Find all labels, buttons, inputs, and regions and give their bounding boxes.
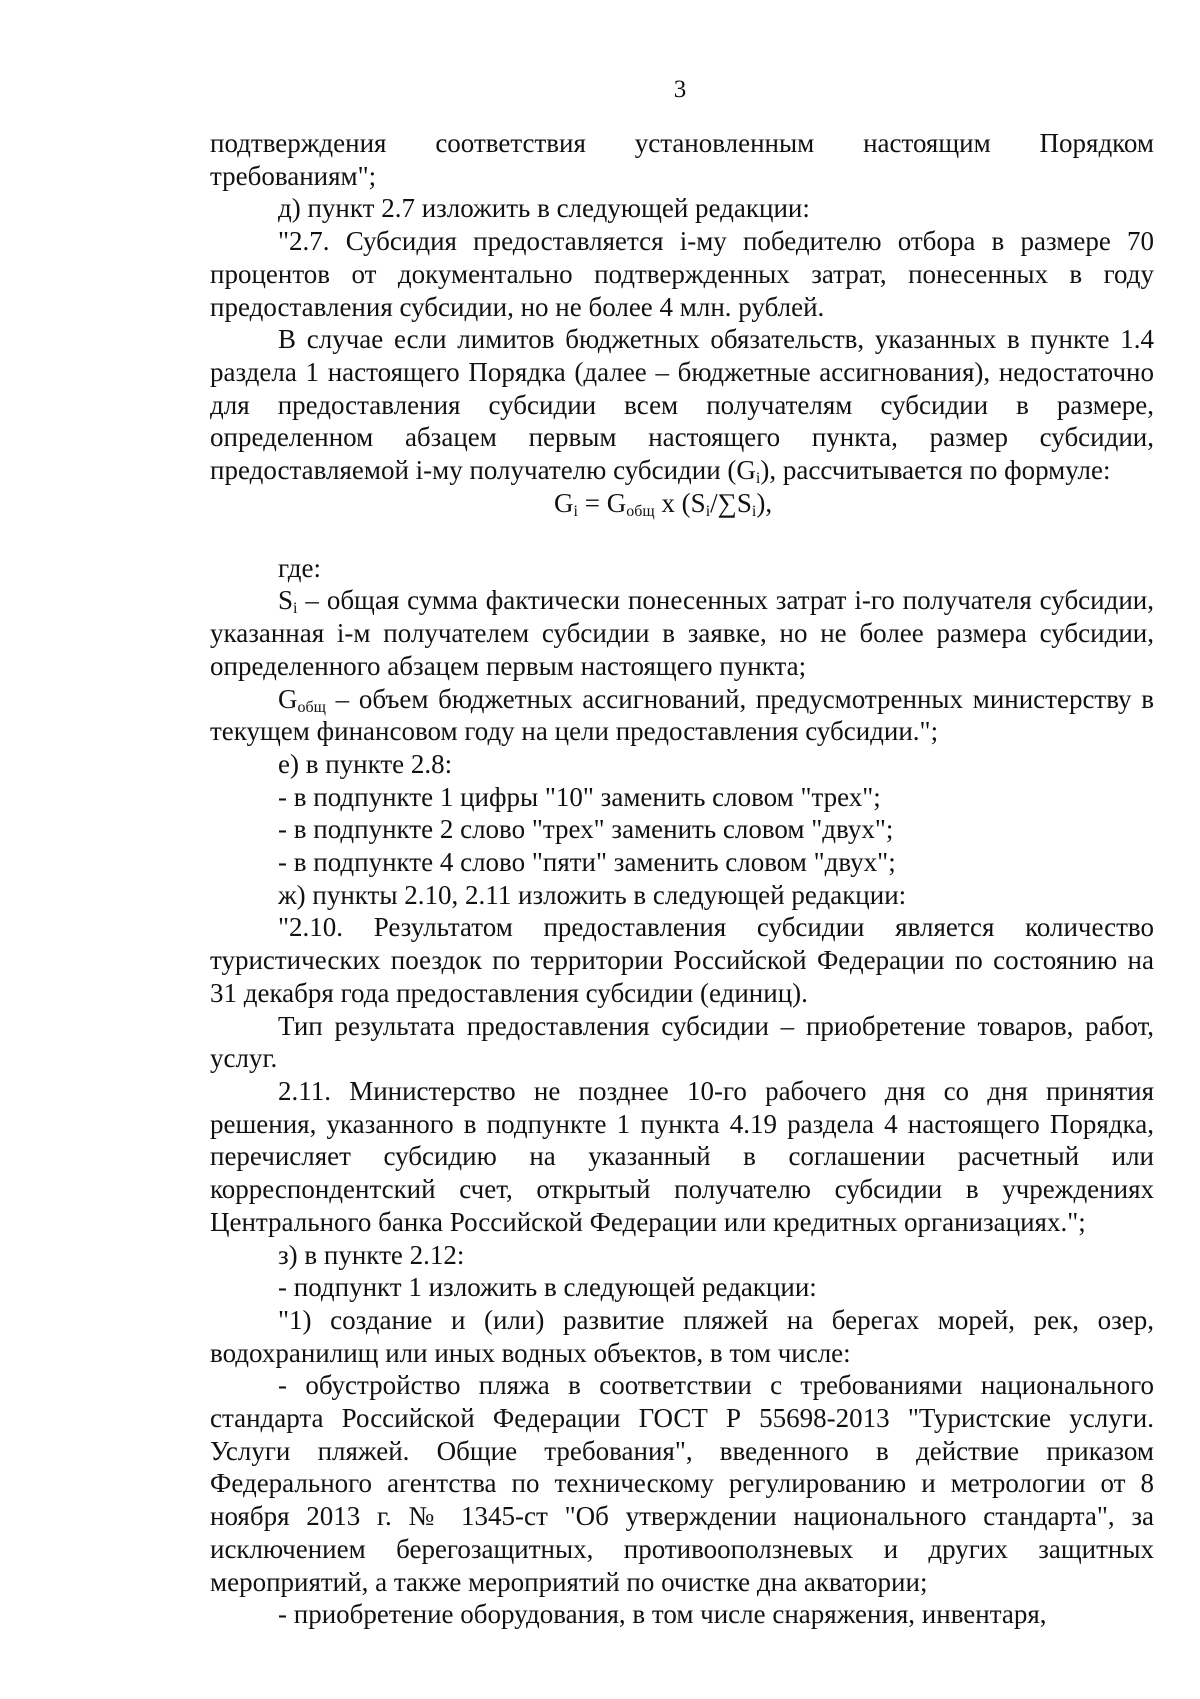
paragraph: $S_i$ – общая сумма фактически понесенных затрат i-го получателя субсидии, указанная i-м получателем субсидии в заявке, но не более размера субсидии, определенного абзацем первым настоящего пункта;: [210, 585, 1155, 681]
paragraph-text: В случае если лимитов бюджетных обязательств, указанных в пункте 1.4 раздела 1 настоящего Порядка (далее – бюджетные ассигнования), недостаточно для предоставления субсидии всем получателям субсидии в размере, определенном абзацем первым настоящего пункта, размер субсидии, предоставляемой i-му получателю субсидии (G: [210, 324, 1154, 486]
paragraph: [210, 323, 1154, 487]
subscript: i: [755, 470, 761, 488]
paragraph: "2.10. Результатом предоставления субсидии является количество туристических поездок по территории Российской Федерации по состоянию на 31 декабря года предоставления субсидии (единиц).: [210, 912, 1154, 1008]
paragraph: где:: [278, 552, 321, 583]
paragraph: - в подпункте 1 цифры "10" заменить словом "трех";: [278, 781, 881, 812]
paragraph: - подпункт 1 изложить в следующей редакции:: [278, 1272, 817, 1303]
paragraph-text: ), рассчитывается по формуле:: [760, 455, 1111, 486]
paragraph: - в подпункте 4 слово "пяти" заменить словом "двух";: [278, 847, 896, 878]
document-body: [210, 127, 1154, 1631]
paragraph: - в подпункте 2 слово "трех" заменить словом "двух";: [278, 814, 894, 845]
paragraph: $G_{общ}$ – объем бюджетных ассигнований, предусмотренных министерству в текущем финансовом году на цели предоставления субсидии.";: [210, 683, 1155, 747]
paragraph: з) в пункте 2.12:: [278, 1239, 465, 1270]
paragraph: "1) создание и (или) развитие пляжей на берегах морей, рек, озер, водохранилищ или иных водных объектов, в том числе:: [210, 1304, 1154, 1368]
paragraph: "2.7. Субсидия предоставляется i-му победителю отбора в размере 70 процентов от документально подтвержденных затрат, понесенных в году предоставления субсидии, но не более 4 млн. рублей.: [210, 226, 1154, 322]
paragraph: - приобретение оборудования, в том числе снаряжения, инвентаря,: [278, 1599, 1047, 1630]
paragraph: 2.11. Министерство не позднее 10-го рабочего дня со дня принятия решения, указанного в подпункте 1 пункта 4.19 раздела 4 настоящего Порядка, перечисляет субсидию на указанный в соглашении расчетный или корреспондентский счет, открытый получателю субсидии в учреждениях Центрального банка Российской Федерации или кредитных организациях.";: [210, 1075, 1154, 1237]
paragraph: - обустройство пляжа в соответствии с требованиями национального стандарта Российской Федерации ГОСТ Р 55698-2013 "Туристские услуги. Услуги пляжей. Общие требования", введенного в действие приказом Федерального агентства по техническому регулированию и метрологии от 8 ноября 2013 г. № 1345-ст "Об утверждении национального стандарта", за исключением берегозащитных, противооползневых и других защитных мероприятий, а также мероприятий по очистке дна акватории;: [210, 1370, 1154, 1597]
paragraph: е) в пункте 2.8:: [278, 748, 453, 779]
formula: $G_i = G_{общ}$ x $(S_i/\sum S_i)$,: [554, 487, 773, 520]
paragraph: Тип результата предоставления субсидии – приобретение товаров, работ, услуг.: [210, 1010, 1154, 1074]
page-number: 3: [673, 76, 687, 103]
paragraph: д) пункт 2.7 изложить в следующей редакции:: [278, 193, 810, 224]
paragraph: ж) пункты 2.10, 2.11 изложить в следующей редакции:: [278, 879, 907, 910]
paragraph: подтверждения соответствия установленным настоящим Порядком требованиям";: [210, 128, 1154, 191]
